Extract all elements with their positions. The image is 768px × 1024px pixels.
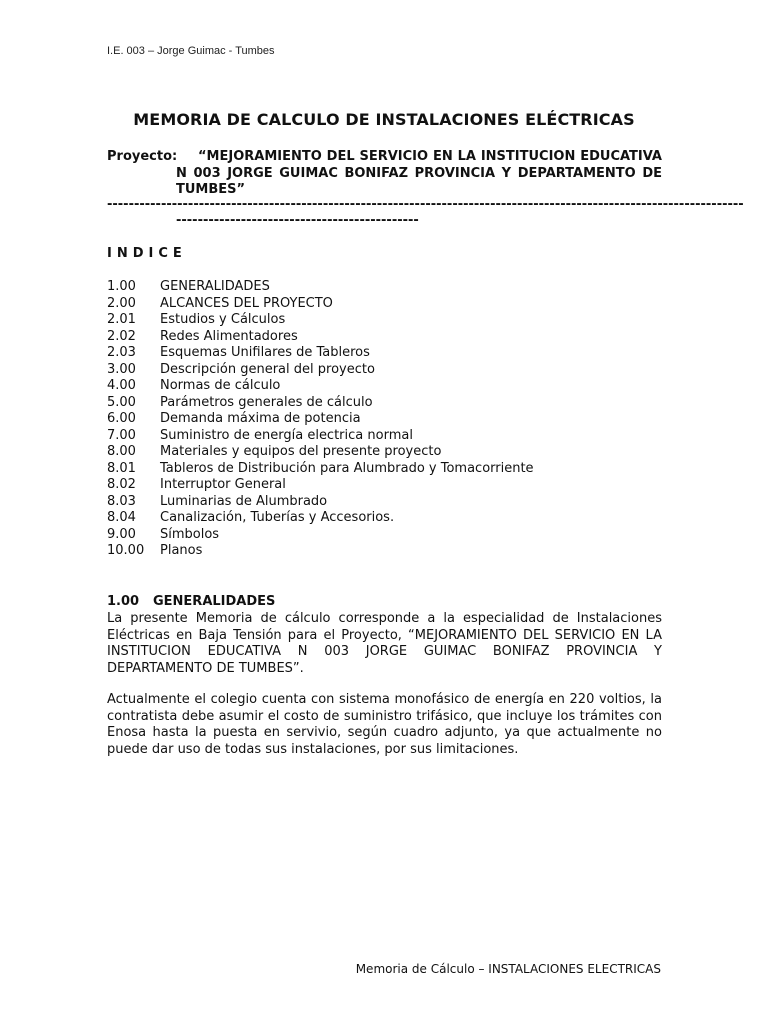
index-item-number: 2.02 bbox=[107, 328, 136, 344]
index-item-number: 2.00 bbox=[107, 295, 136, 311]
index-item-label: Redes Alimentadores bbox=[160, 328, 298, 344]
index-item bbox=[107, 411, 534, 428]
document-title: MEMORIA DE CALCULO DE INSTALACIONES ELÉCTRICAS bbox=[133, 110, 635, 129]
project-block bbox=[107, 149, 662, 199]
index-item-number: 7.00 bbox=[107, 427, 136, 443]
index-item-number: 8.02 bbox=[107, 477, 136, 492]
index-item-number: 4.00 bbox=[107, 378, 136, 393]
index-item-label: Demanda máxima de potencia bbox=[160, 411, 361, 426]
index-item-number: 8.04 bbox=[107, 510, 136, 525]
index-item-label: Materiales y equipos del presente proyecto bbox=[160, 444, 442, 459]
index-item-label: Canalización, Tuberías y Accesorios. bbox=[160, 510, 395, 525]
index-item-label: Estudios y Cálculos bbox=[160, 312, 286, 327]
index-item bbox=[107, 362, 534, 379]
index-item bbox=[107, 296, 534, 313]
index-item-number: 1.00 bbox=[107, 279, 136, 294]
separator-line-2: --------------------------------------------- bbox=[176, 213, 419, 228]
index-item bbox=[107, 444, 534, 461]
project-name bbox=[176, 149, 662, 199]
index-item bbox=[107, 428, 534, 445]
index-item bbox=[107, 329, 534, 346]
index-item-label: Tableros de Distribución para Alumbrado y Tomacorriente bbox=[160, 460, 534, 476]
index-item-number: 6.00 bbox=[107, 411, 136, 426]
project-label: Proyecto: bbox=[107, 149, 178, 164]
index-item bbox=[107, 477, 534, 494]
index-item-label: Suministro de energía electrica normal bbox=[160, 427, 413, 443]
index-item bbox=[107, 312, 534, 329]
index-item-number: 8.01 bbox=[107, 460, 136, 476]
index-item-number: 3.00 bbox=[107, 361, 136, 377]
paragraph-generalidades-2: Actualmente el colegio cuenta con sistema monofásico de energía en 220 voltios, la contratista debe asumir el costo de suministro trifásico, que incluye los trámites con Enosa hasta la puesta en servivio, según cuadro adjunto, ya que actualmente no puede dar uso de todas sus instalaciones, por sus limitaciones. bbox=[107, 692, 662, 757]
index-item bbox=[107, 510, 534, 527]
index-item-number: 5.00 bbox=[107, 394, 136, 410]
index-item-label: Luminarias de Alumbrado bbox=[160, 493, 328, 509]
page-header: I.E. 003 – Jorge Guimac - Tumbes bbox=[107, 45, 275, 57]
index-item-label: GENERALIDADES bbox=[160, 279, 270, 294]
index-item-number: 2.03 bbox=[107, 345, 136, 360]
index-item-label: Esquemas Unifilares de Tableros bbox=[160, 345, 370, 360]
index-item bbox=[107, 378, 534, 395]
section-number: 1.00 bbox=[107, 594, 140, 609]
index-item bbox=[107, 395, 534, 412]
index-item bbox=[107, 279, 534, 296]
index-item-label: Descripción general del proyecto bbox=[160, 361, 375, 377]
index-item bbox=[107, 543, 534, 560]
index-item bbox=[107, 494, 534, 511]
index-item-number: 9.00 bbox=[107, 526, 136, 542]
index-item-label: ALCANCES DEL PROYECTO bbox=[160, 295, 333, 311]
paragraph-generalidades-1: La presente Memoria de cálculo corresponde a la especialidad de Instalaciones Eléctricas en Baja Tensión para el Proyecto, “MEJORAMIENTO DEL SERVICIO EN LA INSTITUCION EDUCATIVA N 003 JORGE GUIMAC BONIFAZ PROVINCIA Y DEPARTAMENTO DE TUMBES”. bbox=[107, 611, 662, 676]
index-item bbox=[107, 345, 534, 362]
section-title: GENERALIDADES bbox=[153, 594, 276, 609]
project-name-text: “MEJORAMIENTO DEL SERVICIO EN LA INSTITUCION EDUCATIVA N 003 JORGE GUIMAC BONIFAZ PROVINCIA Y DEPARTAMENTO DE TUMBES” bbox=[176, 149, 662, 197]
index-item-label: Normas de cálculo bbox=[160, 378, 281, 393]
index-item bbox=[107, 461, 534, 478]
separator-line-1: ---------------------------------------------------------------------------------------------------------------------- bbox=[107, 197, 744, 212]
index-item bbox=[107, 527, 534, 544]
index-item-number: 2.01 bbox=[107, 312, 136, 327]
index-list bbox=[107, 279, 534, 560]
index-item-label: Planos bbox=[160, 543, 203, 558]
page-footer: Memoria de Cálculo – INSTALACIONES ELECTRICAS bbox=[355, 962, 661, 976]
index-item-label: Símbolos bbox=[160, 526, 220, 542]
index-item-label: Interruptor General bbox=[160, 477, 286, 492]
index-title: INDICE bbox=[107, 246, 187, 261]
section-heading-generalidades bbox=[107, 594, 275, 609]
index-item-number: 10.00 bbox=[107, 543, 145, 558]
index-item-label: Parámetros generales de cálculo bbox=[160, 394, 373, 410]
index-item-number: 8.03 bbox=[107, 493, 136, 509]
index-item-number: 8.00 bbox=[107, 444, 136, 459]
